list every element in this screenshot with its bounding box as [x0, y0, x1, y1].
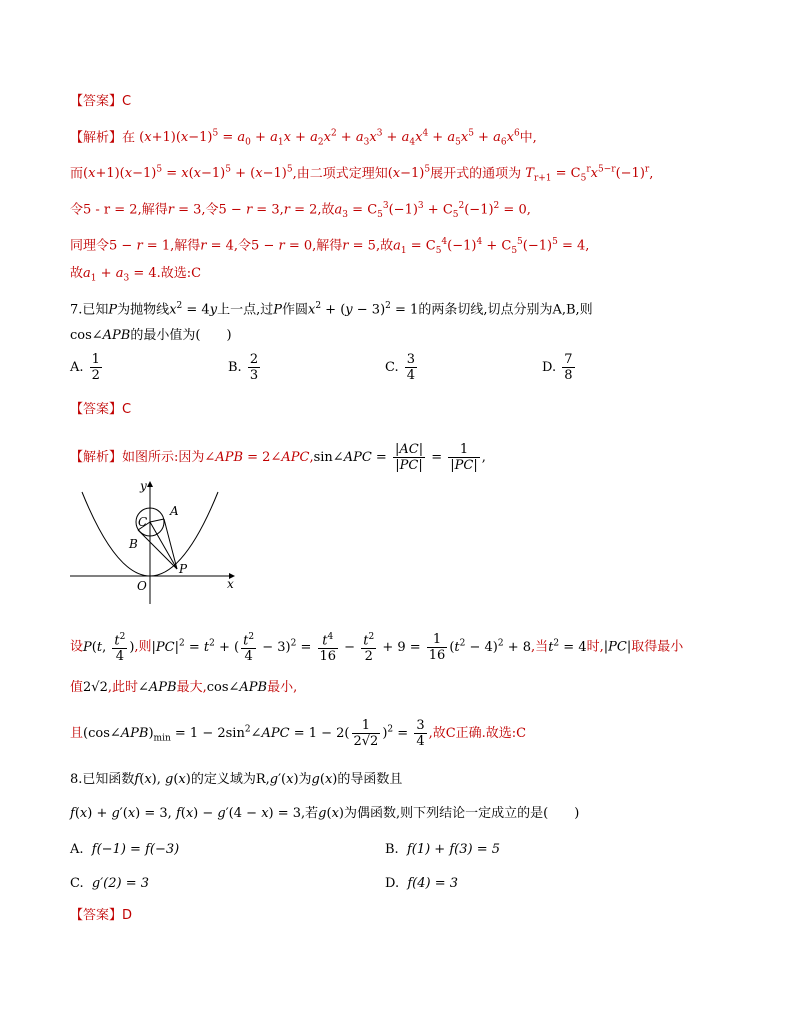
q7-text: 的两条切线,切点分别为A,B,则 — [418, 302, 593, 318]
fraction-numerator: 7 — [564, 352, 573, 367]
label-y: y — [140, 479, 147, 493]
q8-answer: D — [122, 908, 133, 923]
q7-text: 为抛物线 — [117, 302, 170, 318]
q6-text: 令5 - r = 2,解得 — [70, 202, 168, 218]
option-fraction — [90, 352, 102, 383]
option-key: A. — [70, 842, 84, 857]
q7-option-d[interactable] — [542, 352, 577, 383]
q8-text: 为 — [298, 772, 312, 787]
option-key: D. — [385, 876, 400, 891]
q8-stem-line-1: 8.已知函数f(x), g(x)的定义域为R,g′(x)为g(x)的导函数且 — [70, 772, 403, 787]
q6-analysis-line-5: 故$a_1 + a_3 = 4$.故选:C — [70, 266, 202, 284]
q8-text: 为偶函数,则下列结论一定成立的是( ) — [344, 806, 580, 821]
option-fraction — [405, 352, 417, 383]
option-fraction — [562, 352, 574, 383]
q8-answer-line — [70, 906, 132, 926]
q6-formula: $(x+1)(x-1)^5 = x(x-1)^5 + (x-1)^5$ — [83, 165, 293, 182]
q8-option-a[interactable] — [70, 842, 179, 857]
q6-text: 中, — [519, 130, 537, 146]
fraction-denominator: 4 — [406, 368, 416, 383]
q6-text: 同理令 — [70, 238, 110, 254]
answer-label: 【答案】 — [70, 94, 123, 109]
q6-text: ,故 — [375, 238, 394, 254]
option-key: B. — [385, 842, 399, 857]
q6-analysis-line-3: 令5 - r = 2,解得r = 3,令5 − r = 3,r = 2,故$a_3 = C_5^3(-1)^3 + C_5^2(-1)^2 = 0$, — [70, 201, 531, 220]
option-key: A. — [70, 360, 84, 375]
fraction-numerator: 3 — [406, 352, 416, 367]
q6-text: ,解得 — [312, 238, 343, 254]
fraction-numerator: 1 — [91, 352, 100, 367]
q7-text: 已知 — [82, 302, 109, 318]
q6-formula: $(x-1)^5$ — [387, 165, 431, 182]
q7-stem-line-1: 7.已知P为抛物线$x^2 = 4y$上一点,过P作圆$x^2 + (y - 3)^2 = 1$的两条切线,切点分别为A,B,则 — [70, 301, 593, 318]
q8-text: ,若 — [301, 806, 319, 821]
q8-option-c[interactable] — [70, 876, 149, 891]
analysis-label: 【解析】 — [70, 130, 123, 146]
q7-text: 值 — [70, 680, 84, 695]
q8-option-d[interactable] — [385, 876, 458, 891]
q7-answer-line — [70, 400, 131, 420]
analysis-label: 【解析】 — [70, 450, 123, 465]
figure-svg — [68, 478, 238, 608]
option-key: C. — [385, 360, 399, 375]
parabola-circle-figure — [68, 478, 238, 608]
label-c: C — [138, 515, 148, 529]
q6-text: ,由二项式定理知 — [292, 166, 388, 182]
q6-text: ,故 — [317, 202, 335, 218]
q6-text: 在 — [122, 130, 136, 146]
q7-option-c[interactable] — [385, 352, 419, 383]
q6-text: 故 — [70, 266, 84, 281]
q6-text: 展开式的通项为 — [430, 166, 522, 182]
q7-analysis-line-2: 设P(t, $\frac{t^2}{4}$ ),则$|PC|^2 = t^2$ + ( $\frac{t^2}{4}$ − 3)$^2$ = $\frac{t^4}{16}$ − $\frac{t^2}{2}$ + 9 = $\frac{1}{16}$ $(t^2 - 4)^2 + 8$,当$t^2 = 4$时,|PC|取得最小 — [70, 631, 684, 665]
option-text: f(4) = 3 — [407, 876, 459, 891]
q7-text: 如图所示:因为 — [122, 450, 205, 465]
option-key: D. — [542, 360, 557, 375]
answer-label: 【答案】 — [70, 402, 123, 417]
q7-text: 最大, — [176, 680, 207, 695]
q8-option-b[interactable] — [385, 842, 500, 857]
answer-label: 【答案】 — [70, 908, 123, 923]
q7-answer: C — [122, 402, 132, 417]
fraction-denominator: 2 — [91, 368, 100, 383]
q7-text: ,当 — [531, 639, 549, 655]
label-a: A — [170, 504, 179, 518]
tangent-pa — [164, 519, 177, 569]
radius-ca — [150, 519, 164, 522]
question-number: 8. — [70, 772, 83, 787]
q6-answer-line — [70, 92, 131, 112]
q7-option-b[interactable] — [228, 352, 262, 383]
q7-text: 的最小值为( ) — [130, 328, 232, 343]
q7-stem-line-2: cos∠APB的最小值为( ) — [70, 328, 232, 343]
q7-text: 上一点,过 — [217, 302, 274, 318]
q7-text: 取得最小 — [631, 639, 684, 655]
label-b: B — [129, 537, 138, 551]
fraction-denominator: 3 — [249, 368, 259, 383]
q6-analysis-line-1 — [70, 124, 537, 153]
q8-text: 已知函数 — [82, 772, 135, 787]
q6-analysis-line-4: 同理令5 − r = 1,解得r = 4,令5 − r = 0,解得r = 5,故$a_1 = C_5^4(-1)^4 + C_5^5(-1)^5 = 4$, — [70, 237, 590, 256]
q6-expansion-formula: $(x+1)(x-1)^5 = a_0 + a_1x + a_2x^2 + a_3x^3 + a_4x^4 + a_5x^5 + a_6x^6$ — [139, 129, 520, 148]
option-key: B. — [228, 360, 242, 375]
q6-answer: C — [122, 94, 132, 109]
q7-text: 且 — [70, 726, 84, 741]
q7-text: 时, — [586, 639, 604, 655]
option-fraction — [248, 352, 260, 383]
q7-analysis-line-1: 【解析】如图所示:因为∠APB = 2∠APC,sin∠APC = $\frac{|AC|}{|PC|}$ = $\frac{1}{|PC|}$ , — [70, 442, 486, 473]
q8-text: 的导函数且 — [337, 772, 403, 787]
q7-analysis-line-4: 且$(\cos\angle APB)_{min} = 1$ − $2\sin^2\angle APC = 1 - 2$( $\frac{1}{2√2}$ )$^2$ = $\frac{3}{4}$ ,故C正确.故选:C — [70, 718, 527, 749]
q7-text: , — [309, 450, 314, 465]
label-o: O — [137, 579, 147, 593]
q6-analysis-line-2: 而$(x+1)(x-1)^5 = x(x-1)^5 + (x-1)^5$,由二项式定理知$(x-1)^5$展开式的通项为 $T_{r+1} = C_5^rx^{5-r}(-1)^r$, — [70, 165, 654, 184]
q6-text: .故选:C — [156, 266, 202, 281]
option-text: f(1) + f(3) = 5 — [406, 842, 500, 857]
q7-text: ,则 — [134, 639, 152, 655]
q6-general-term: $T_{r+1} = C_5^rx^{5-r}(-1)^r$ — [525, 165, 650, 184]
q8-stem-line-2: f(x) + g′(x) = 3, f(x) − g′(4 − x) = 3,若g(x)为偶函数,则下列结论一定成立的是( ) — [70, 806, 580, 821]
option-text: g′(2) = 3 — [91, 876, 150, 891]
q7-analysis-line-3: 值2√2,此时∠APB最大,cos∠APB最小, — [70, 680, 298, 695]
option-key: C. — [70, 876, 84, 891]
question-number: 7. — [70, 302, 83, 318]
fraction-denominator: 8 — [564, 368, 573, 383]
q6-text: ,令 — [201, 202, 219, 218]
fraction-numerator: 2 — [249, 352, 259, 367]
label-p: P — [179, 562, 188, 576]
q6-text: ,解得 — [170, 238, 201, 254]
q7-text: 作圆 — [281, 302, 308, 318]
option-text: f(−1) = f(−3) — [91, 842, 180, 857]
q7-option-a[interactable] — [70, 352, 104, 383]
q7-text: 最小, — [267, 680, 298, 695]
q6-text: ,令 — [233, 238, 252, 254]
q8-text: 的定义域为R, — [190, 772, 270, 787]
q6-text: 而 — [70, 166, 84, 182]
q7-text: ,故C正确.故选:C — [428, 726, 527, 741]
label-x: x — [227, 577, 234, 591]
q7-text: ,此时 — [107, 680, 138, 695]
q7-text: 设 — [70, 639, 84, 655]
